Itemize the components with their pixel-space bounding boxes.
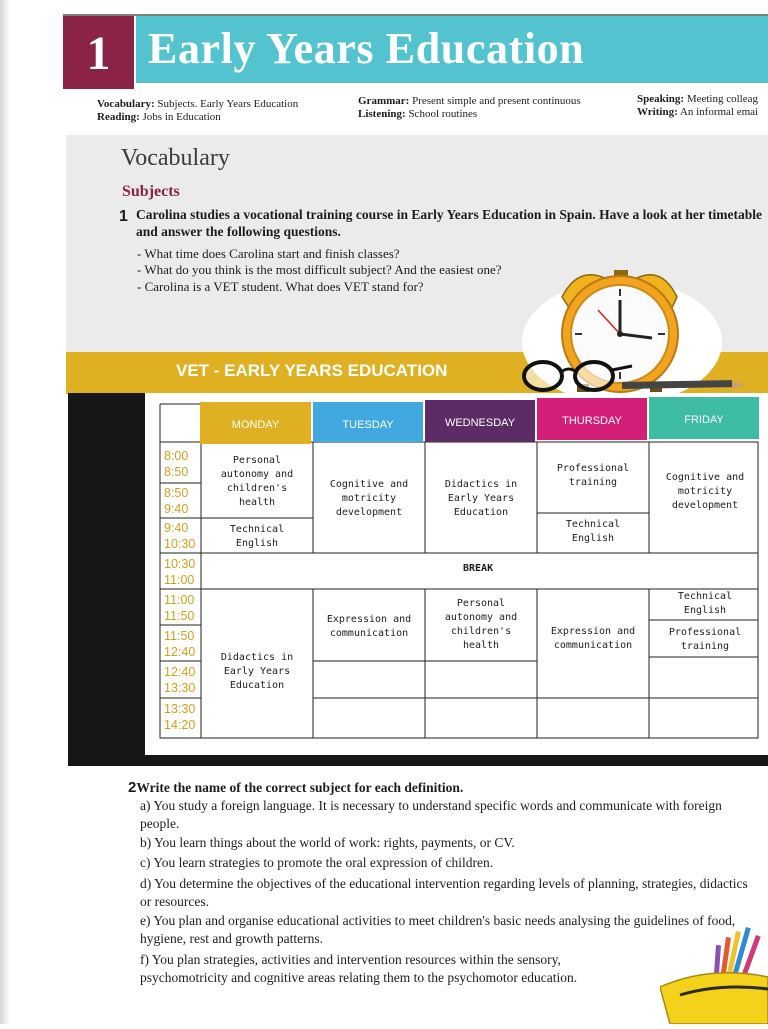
time-slot-6: 11:50 12:40 (164, 629, 196, 659)
vocabulary-label: Vocabulary: (97, 98, 155, 110)
writing-label: Writing: (637, 106, 678, 118)
time-slot-2: 8:50 9:40 (164, 486, 189, 516)
day-header-friday: FRIDAY (649, 397, 759, 439)
definition-b: b) You learn things about the world of work: rights, payments, or CV. (140, 835, 515, 850)
unit-title: Early Years Education (148, 24, 585, 73)
cell-thursday-expression: Expression and communication (550, 626, 636, 651)
exercise-2-heading (128, 779, 463, 796)
time-slot-3: 9:40 10:30 (164, 521, 196, 551)
exercise-2-number: 2 (128, 779, 137, 796)
definition-a: a) You study a foreign language. It is necessary to understand specific words and communicate with foreign people. (140, 798, 722, 831)
question-3: - Carolina is a VET student. What does VET stand for? (137, 279, 424, 294)
day-header-thursday: THURSDAY (537, 398, 647, 440)
definition-d: d) You determine the objectives of the educational intervention regarding levels of planning, strategies, didactics or resources. (140, 876, 748, 909)
cell-wednesday-personal-autonomy: Personal autonomy and children's health (444, 598, 518, 651)
cell-friday-cognitive: Cognitive and motricity development (665, 472, 745, 511)
exercise-2-title: Write the name of the correct subject for each definition. (136, 780, 464, 795)
section-title: Vocabulary (121, 145, 230, 171)
speaking-text: Meeting colleag (686, 93, 758, 105)
unit-number: 1 (63, 16, 134, 89)
definition-f: f) You plan strategies, activities and intervention resources within the sensory, psychomotricity and cognitive areas relating them to the psychomotor education. (140, 952, 578, 985)
question-2: - What do you think is the most difficult subject? And the easiest one? (137, 262, 502, 277)
cell-friday-technical-english: Technical English (677, 591, 733, 616)
grammar-label: Grammar: (358, 95, 410, 107)
cell-thursday-technical-english: Technical English (565, 519, 621, 544)
time-slot-1: 8:00 8:50 (164, 449, 189, 479)
time-slot-7: 12:40 13:30 (164, 665, 196, 695)
definition-c: c) You learn strategies to promote the oral expression of children. (140, 855, 494, 870)
cell-tuesday-expression: Expression and communication (326, 614, 412, 639)
definition-e: e) You plan and organise educational activities to meet children's basic needs analysing the guidelines of food, hygiene, rest and growth patterns. (140, 913, 736, 946)
time-slot-5: 11:00 11:50 (164, 593, 195, 623)
listening-text: School routines (408, 108, 478, 120)
listening-label: Listening: (358, 108, 406, 120)
writing-text: An informal emai (679, 106, 759, 118)
cell-tuesday-cognitive: Cognitive and motricity development (329, 479, 409, 518)
grammar-text: Present simple and present continuous (412, 95, 581, 107)
question-1: - What time does Carolina start and finish classes? (137, 246, 400, 261)
day-header-monday: MONDAY (200, 402, 311, 444)
reading-label: Reading: (97, 111, 140, 123)
cell-monday-didactics: Didactics in Early Years Education (220, 652, 294, 691)
time-slot-8: 13:30 14:20 (164, 702, 196, 732)
vocabulary-text: Subjects. Early Years Education (157, 98, 299, 110)
timetable-title: VET - EARLY YEARS EDUCATION (176, 361, 448, 380)
time-slot-4: 10:30 11:00 (164, 557, 196, 587)
section-subheading: Subjects (122, 183, 180, 200)
exercise-1-instructions: Carolina studies a vocational training course in Early Years Education in Spain. Have a look at her timetable and answer the following questions. (136, 207, 763, 239)
cell-monday-personal-autonomy: Personal autonomy and children's health (220, 455, 294, 508)
cell-friday-professional: Professional training (668, 627, 742, 652)
break-label: BREAK (463, 563, 494, 574)
reading-text: Jobs in Education (142, 111, 221, 123)
day-header-tuesday: TUESDAY (313, 402, 423, 442)
exercise-1-number: 1 (119, 208, 128, 225)
speaking-label: Speaking: (637, 93, 685, 105)
cell-wednesday-didactics: Didactics in Early Years Education (444, 479, 518, 518)
cell-monday-technical-english: Technical English (229, 524, 285, 549)
pencil-case-icon (660, 925, 768, 1029)
day-header-wednesday: WEDNESDAY (425, 400, 535, 442)
cell-thursday-professional: Professional training (556, 463, 630, 488)
